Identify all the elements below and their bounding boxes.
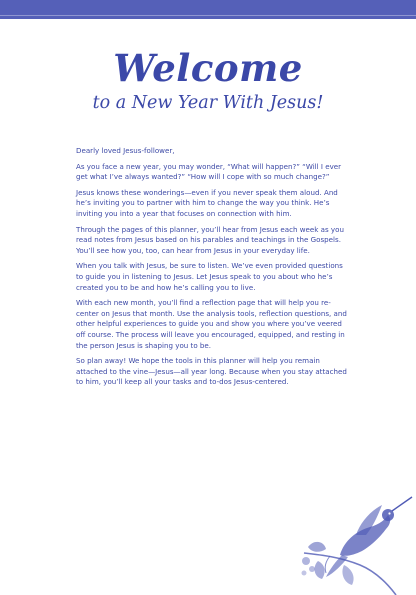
- letter-paragraph: As you face a new year, you may wonder, “What will happen?” “Will I ever get what I’ve always wanted?” “How will I cope with so much change?”: [76, 161, 342, 182]
- letter-paragraph: So plan away! We hope the tools in this planner will help you remain attached to the vine—Jesus—all year long. Because when you stay attached to him, you’ll keep all your tasks and to-dos Jesus-centered.: [76, 356, 347, 387]
- page-subtitle: to a New Year With Jesus!: [92, 93, 324, 113]
- letter-paragraph: Jesus knows these wonderings—even if you never speak them aloud. And he’s inviting you to partner with him to change the way you think. He’s inviting you into a year that focuses on connection with him.: [76, 187, 338, 218]
- letter-paragraph: With each new month, you’ll find a reflection page that will help you re-center on Jesus that month. Use the analysis tools, reflection questions, and other helpful experiences to guide you and show you where you’ve veered off course. The process will leave you encouraged, equipped, and resting in the person Jesus is shaping you to be.: [76, 298, 347, 350]
- hummingbird-illustration: [300, 495, 416, 595]
- page-title: Welcome: [113, 46, 303, 90]
- letter-greeting: Dearly loved Jesus-follower,: [76, 146, 175, 155]
- letter-body: [76, 146, 350, 393]
- letter-paragraph: Through the pages of this planner, you’ll hear from Jesus each week as you read notes from Jesus based on his parables and teachings in the Gospels. You’ll see how you, too, can hear from Jesus in your everyday life.: [76, 224, 344, 255]
- letter-paragraph: When you talk with Jesus, be sure to listen. We’ve even provided questions to guide you in listening to Jesus. Let Jesus speak to you about who he’s created you to be and how he’s calling you to live.: [76, 261, 343, 292]
- top-border-band: [0, 0, 416, 19]
